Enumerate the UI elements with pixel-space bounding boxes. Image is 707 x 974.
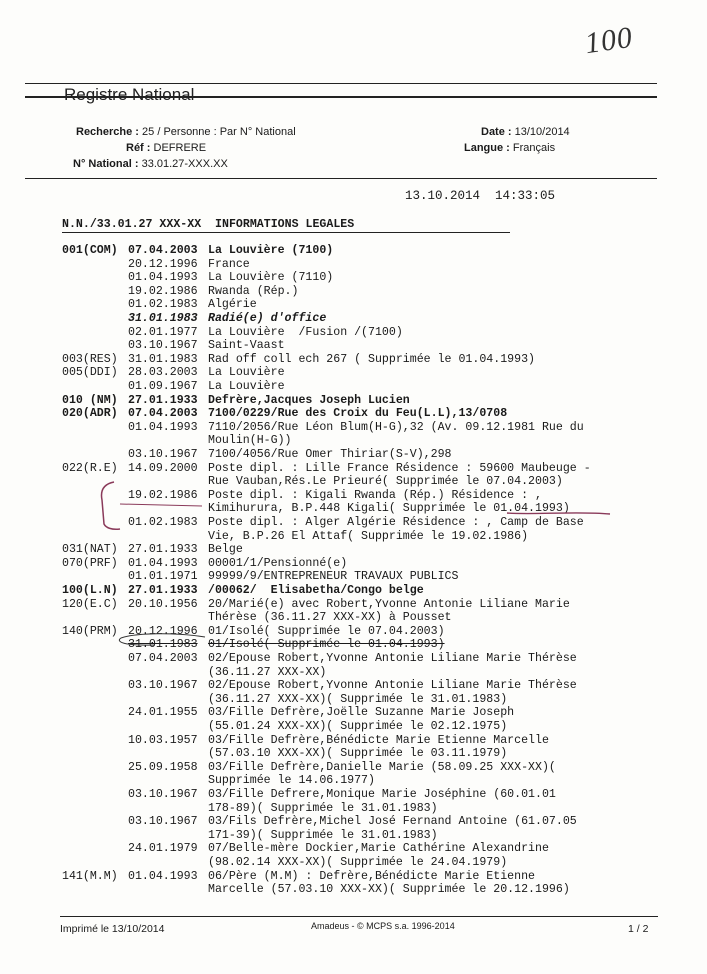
copyright: Amadeus - © MCPS s.a. 1996-2014: [311, 921, 455, 931]
record-row: [62, 462, 591, 476]
record-row: [62, 883, 570, 897]
record-text: Rwanda (Rép.): [208, 284, 299, 298]
record-row: [62, 734, 549, 748]
record-text: 01/Isolé( Supprimée le 07.04.2003): [208, 624, 445, 638]
record-text: (98.02.14 XXX-XX)( Supprimée le 24.04.1979): [208, 856, 508, 869]
record-text: 7110/2056/Rue Léon Blum(H-G),32 (Av. 09.12.1981 Rue du: [208, 420, 584, 434]
record-row: [62, 720, 507, 734]
record-date: 02.01.1977: [128, 325, 198, 339]
record-text: 7100/0229/Rue des Croix du Feu(L.L),13/0708: [208, 407, 508, 421]
nn-value: 33.01.27-XXX.XX: [141, 158, 228, 170]
record-date: 07.04.2003: [128, 244, 198, 257]
record-text: 02/Epouse Robert,Yvonne Antonie Liliane Marie Thérèse: [208, 679, 577, 693]
record-row: [62, 856, 507, 870]
record-text: 03/Fille Defrère,Danielle Marie (58.09.25 XXX-XX)(: [208, 760, 556, 774]
record-date: 01.09.1967: [128, 380, 198, 393]
recherche-value: 25 / Personne : Par N° National: [142, 126, 296, 138]
record-date: 01.04.1993: [128, 420, 198, 434]
record-text: 20/Marié(e) avec Robert,Yvonne Antonie Liliane Marie: [208, 597, 570, 611]
record-text: 03/Fils Defrère,Michel José Fernand Antoine (61.07.05: [208, 815, 577, 829]
record-date: 07.04.2003: [128, 407, 198, 421]
record-row: [62, 747, 507, 761]
record-row: [62, 271, 333, 285]
record-row: [62, 842, 549, 856]
record-key: 022(R.E): [62, 461, 118, 475]
record-key: 003(RES): [62, 352, 118, 366]
record-row: [62, 666, 326, 680]
record-date: 28.03.2003: [128, 366, 198, 380]
record-text: (57.03.10 XXX-XX)( Supprimée le 03.11.1979): [208, 747, 508, 761]
record-text: 03/Fille Defrère,Joëlle Suzanne Marie Joseph: [208, 706, 515, 720]
record-text: Radié(e) d'office: [208, 312, 327, 325]
record-row: [62, 543, 243, 557]
record-row: [62, 584, 424, 598]
section-title-underline: [62, 232, 510, 233]
record-text: 00001/1/Pensionné(e): [208, 556, 348, 570]
header-rule: [25, 178, 657, 179]
record-text: 178-89)( Supprimée le 31.01.1983): [208, 801, 438, 815]
record-row: [62, 312, 326, 326]
record-text: Kimihurura, B.P.448 Kigali( Supprimée le 01.04.1993): [208, 502, 570, 516]
nn-label: N° National :: [73, 158, 139, 170]
record-text: Marcelle (57.03.10 XXX-XX)( Supprimée le 20.12.1996): [208, 883, 570, 897]
ref-label: Réf :: [126, 142, 151, 154]
record-text: Poste dipl. : Kigali Rwanda (Rép.) Résidence : ,: [208, 488, 542, 502]
record-text: Defrère,Jacques Joseph Lucien: [208, 393, 410, 407]
record-date: 01.01.1971: [128, 570, 198, 584]
record-date: 01.02.1983: [128, 516, 198, 529]
record-row: [62, 298, 257, 312]
record-text: La Louvière (7100): [208, 244, 334, 257]
record-key: 070(PRF): [62, 556, 118, 570]
record-text: La Louvière (7110): [208, 271, 334, 285]
record-text: 02/Epouse Robert,Yvonne Antonie Liliane Marie Thérèse: [208, 652, 577, 665]
record-key: 140(PRM): [62, 624, 118, 638]
record-row: [62, 611, 452, 625]
record-key: 001(COM): [62, 244, 118, 257]
record-text: Poste dipl. : Alger Algérie Résidence : , Camp de Base: [208, 516, 584, 529]
record-row: [62, 557, 347, 571]
record-date: 14.09.2000: [128, 461, 198, 475]
record-key: 100(L.N): [62, 584, 118, 597]
record-row: [62, 788, 556, 802]
record-text: Rue Vauban,Rés.Le Prieuré( Supprimée le 07.04.2003): [208, 475, 563, 489]
record-row: [62, 380, 285, 394]
record-row: [62, 285, 298, 299]
record-key: 005(DDI): [62, 366, 118, 380]
record-text: 01/Isolé( Supprimée le 01.04.1993): [208, 638, 445, 652]
record-text: 7100/4056/Rue Omer Thiriar(S-V),298: [208, 448, 452, 461]
record-row: [62, 421, 584, 435]
top-rule: [25, 83, 657, 84]
record-row: [62, 679, 577, 693]
record-row: [62, 339, 285, 353]
record-date: 01.04.1993: [128, 271, 198, 285]
record-date: 10.03.1957: [128, 733, 198, 747]
record-key: 020(ADR): [62, 407, 118, 421]
record-text: Belge: [208, 543, 243, 557]
section-title: N.N./33.01.27 XXX-XX INFORMATIONS LEGALES: [62, 218, 355, 231]
record-date: 19.02.1986: [128, 488, 198, 502]
record-key: 120(E.C): [62, 597, 118, 611]
record-date: 27.01.1933: [128, 393, 198, 407]
record-date: 27.01.1933: [128, 543, 198, 557]
record-text: (36.11.27 XXX-XX): [208, 665, 327, 679]
record-date: 31.01.1983: [128, 638, 198, 652]
record-date: 03.10.1967: [128, 679, 198, 693]
registry-title: Registre National: [64, 85, 195, 104]
record-row: [62, 693, 507, 707]
record-row: [62, 761, 556, 775]
record-date: 19.02.1986: [128, 284, 198, 298]
record-text: 171-39)( Supprimée le 31.01.1983): [208, 828, 438, 842]
record-text: /00062/ Elisabetha/Congo belge: [208, 584, 424, 597]
lang-label: Langue :: [464, 142, 510, 154]
record-text: Algérie: [208, 298, 257, 312]
record-date: 03.10.1967: [128, 448, 198, 461]
record-row: [62, 353, 535, 367]
record-date: 24.01.1955: [128, 706, 198, 720]
record-row: [62, 706, 514, 720]
record-text: La Louvière: [208, 380, 285, 393]
record-text: Moulin(H-G)): [208, 434, 292, 448]
record-row: [62, 366, 285, 380]
record-text: 07/Belle-mère Dockier,Marie Cathérine Alexandrine: [208, 842, 549, 856]
record-text: Poste dipl. : Lille France Résidence : 59600 Maubeuge -: [208, 461, 591, 475]
pen-underline-mark: [505, 505, 615, 519]
printed-date: Imprimé le 13/10/2014: [60, 923, 165, 935]
record-date: 25.09.1958: [128, 760, 198, 774]
national-number: [73, 158, 228, 170]
handwritten-page-number: 100: [582, 20, 635, 61]
record-date: 01.02.1983: [128, 298, 198, 312]
record-row: [62, 258, 250, 272]
record-text: La Louvière /Fusion /(7100): [208, 325, 403, 339]
record-text: 03/Fille Defrère,Bénédicte Marie Etienne Marcelle: [208, 733, 549, 747]
date-label: Date :: [481, 126, 512, 138]
record-row: [62, 829, 438, 843]
record-text: Thérèse (36.11.27 XXX-XX) à Pousset: [208, 611, 452, 625]
lang-value: Français: [512, 142, 556, 154]
record-row: [62, 802, 438, 816]
record-text: Saint-Vaast: [208, 339, 285, 353]
record-row: [62, 815, 577, 829]
record-text: Rad off coll ech 267 ( Supprimée le 01.04.1993): [208, 352, 535, 366]
record-row: [62, 598, 570, 612]
record-text: (36.11.27 XXX-XX)( Supprimée le 31.01.1983): [208, 692, 508, 706]
print-timestamp: 13.10.2014 14:33:05: [405, 189, 556, 203]
record-text: La Louvière: [208, 366, 285, 380]
record-date: 27.01.1933: [128, 584, 198, 597]
record-row: [62, 774, 375, 788]
reference: [126, 142, 206, 154]
record-date: 01.04.1993: [128, 556, 198, 570]
record-text: 06/Père (M.M) : Defrère,Bénédicte Marie Etienne: [208, 869, 535, 883]
date-value: 13/10/2014: [514, 126, 570, 138]
record-row: [62, 652, 577, 666]
record-date: 24.01.1979: [128, 842, 198, 856]
record-key: 141(M.M): [62, 869, 118, 883]
record-date: 20.12.1996: [128, 257, 198, 271]
record-text: Vie, B.P.26 El Attaf( Supprimée le 19.02.1986): [208, 529, 529, 543]
pen-circle-mark: [115, 633, 210, 647]
record-row: [62, 448, 452, 462]
record-date: 07.04.2003: [128, 652, 198, 665]
record-date: 03.10.1967: [128, 788, 198, 801]
footer-rule: [60, 916, 658, 917]
record-text: Supprimée le 14.06.1977): [208, 774, 375, 788]
record-row: [62, 870, 535, 884]
ref-value: DEFRERE: [153, 142, 207, 154]
record-text: 99999/9/ENTREPRENEUR TRAVAUX PUBLICS: [208, 570, 459, 584]
recherche-label: Recherche :: [76, 126, 139, 138]
page-number: 1 / 2: [628, 923, 649, 935]
search-criteria: [76, 126, 296, 138]
record-text: (55.01.24 XXX-XX)( Supprimée le 02.12.1975): [208, 720, 508, 733]
record-row: [62, 570, 458, 584]
record-date: 03.10.1967: [128, 339, 198, 353]
date: [481, 126, 570, 138]
record-row: [62, 407, 507, 421]
record-key: 010 (NM): [62, 393, 118, 407]
record-date: 01.04.1993: [128, 869, 198, 883]
record-row: [62, 434, 292, 448]
record-date: 31.01.1983: [128, 352, 198, 366]
record-text: 03/Fille Defrere,Monique Marie Joséphine (60.01.01: [208, 788, 556, 801]
record-row: [62, 244, 333, 258]
record-date: 31.01.1983: [128, 312, 198, 325]
record-row: [62, 326, 403, 340]
language: [464, 142, 555, 154]
record-key: 031(NAT): [62, 543, 118, 557]
record-date: 20.12.1996: [128, 624, 198, 638]
pen-bracket-mark: [92, 480, 222, 532]
record-date: 03.10.1967: [128, 815, 198, 829]
record-text: France: [208, 257, 250, 271]
record-date: 20.10.1956: [128, 597, 198, 611]
record-row: [62, 394, 410, 408]
